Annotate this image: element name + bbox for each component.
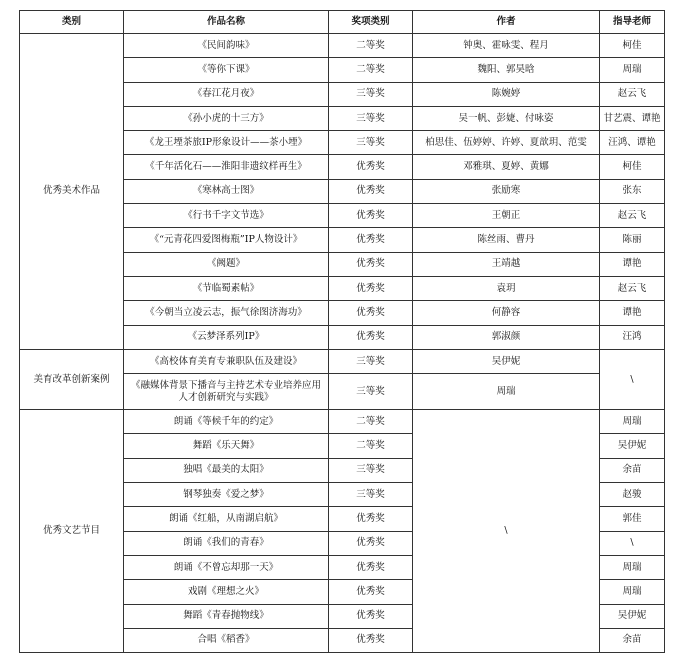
- award-cell: 优秀奖: [329, 555, 413, 579]
- author-cell: 袁玥: [413, 276, 600, 300]
- award-cell: 三等奖: [329, 374, 413, 410]
- award-cell: 优秀奖: [329, 155, 413, 179]
- work-cell: 《云梦泽系列IP》: [124, 325, 329, 349]
- work-cell: 《民间韵味》: [124, 34, 329, 58]
- category-cell: 美育改革创新案例: [20, 349, 124, 409]
- work-cell: 合唱《稻香》: [124, 628, 329, 652]
- work-cell: 《高校体育美育专兼职队伍及建设》: [124, 349, 329, 373]
- work-cell: 《春江花月夜》: [124, 82, 329, 106]
- teacher-cell-merged: \: [600, 349, 665, 409]
- award-cell: 优秀奖: [329, 179, 413, 203]
- work-cell: 《行书千字文节选》: [124, 204, 329, 228]
- header-award-type: 奖项类别: [329, 11, 413, 34]
- award-cell: 三等奖: [329, 458, 413, 482]
- work-cell: 朗诵《不曾忘却那一天》: [124, 555, 329, 579]
- award-cell: 三等奖: [329, 349, 413, 373]
- table-row: [20, 34, 665, 58]
- award-cell: 二等奖: [329, 410, 413, 434]
- award-cell: 优秀奖: [329, 531, 413, 555]
- work-cell: 《阙题》: [124, 252, 329, 276]
- author-cell: 邓雅琪、夏婷、黄娜: [413, 155, 600, 179]
- teacher-cell: 赵云飞: [600, 276, 665, 300]
- award-cell: 优秀奖: [329, 580, 413, 604]
- award-cell: 优秀奖: [329, 604, 413, 628]
- table-row: [20, 349, 665, 373]
- teacher-cell: 谭艳: [600, 252, 665, 276]
- teacher-cell: 吴伊妮: [600, 434, 665, 458]
- work-cell: 《龙王堙茶旅IP形象设计——茶小堙》: [124, 131, 329, 155]
- work-cell: 钢琴独奏《爱之梦》: [124, 483, 329, 507]
- award-cell: 三等奖: [329, 483, 413, 507]
- award-cell: 优秀奖: [329, 252, 413, 276]
- work-cell: 《寒林高士图》: [124, 179, 329, 203]
- author-cell: 郭淑颜: [413, 325, 600, 349]
- work-cell: 舞蹈《乐天舞》: [124, 434, 329, 458]
- teacher-cell: 陈丽: [600, 228, 665, 252]
- work-cell: 舞蹈《青春抛物线》: [124, 604, 329, 628]
- author-cell: 魏阳、郭昊晗: [413, 58, 600, 82]
- author-cell: 周瑞: [413, 374, 600, 410]
- category-cell: 优秀文艺节目: [20, 410, 124, 653]
- work-cell: 《千年活化石——淮阳非遗纹样再生》: [124, 155, 329, 179]
- work-cell: 独唱《最美的太阳》: [124, 458, 329, 482]
- header-teacher: 指导老师: [600, 11, 665, 34]
- work-cell: 《孙小虎的十三方》: [124, 106, 329, 130]
- teacher-cell: 赵云飞: [600, 204, 665, 228]
- header-row: [20, 11, 665, 34]
- teacher-cell: \: [600, 531, 665, 555]
- teacher-cell: 郭佳: [600, 507, 665, 531]
- teacher-cell: 柯佳: [600, 155, 665, 179]
- author-cell: 何静容: [413, 301, 600, 325]
- award-cell: 优秀奖: [329, 325, 413, 349]
- author-cell: 王朝正: [413, 204, 600, 228]
- work-cell: 朗诵《我们的青春》: [124, 531, 329, 555]
- teacher-cell: 赵云飞: [600, 82, 665, 106]
- author-cell: 陈丝雨、曹丹: [413, 228, 600, 252]
- author-cell: 吴伊妮: [413, 349, 600, 373]
- teacher-cell: 周瑞: [600, 410, 665, 434]
- work-cell: 戏剧《理想之火》: [124, 580, 329, 604]
- teacher-cell: 余苗: [600, 458, 665, 482]
- teacher-cell: 张东: [600, 179, 665, 203]
- award-cell: 二等奖: [329, 434, 413, 458]
- author-cell: 张励寒: [413, 179, 600, 203]
- author-cell: 吴一帆、彭婕、付咏姿: [413, 106, 600, 130]
- teacher-cell: 甘艺震、谭艳: [600, 106, 665, 130]
- header-category: 类别: [20, 11, 124, 34]
- header-author: 作者: [413, 11, 600, 34]
- award-cell: 三等奖: [329, 82, 413, 106]
- teacher-cell: 汪鸿: [600, 325, 665, 349]
- teacher-cell: 余苗: [600, 628, 665, 652]
- author-cell-merged: \: [413, 410, 600, 653]
- work-cell: 朗诵《红船，从南湖启航》: [124, 507, 329, 531]
- award-cell: 三等奖: [329, 131, 413, 155]
- teacher-cell: 周瑞: [600, 58, 665, 82]
- teacher-cell: 周瑞: [600, 580, 665, 604]
- award-cell: 二等奖: [329, 58, 413, 82]
- work-cell: 《“元青花四爱图梅瓶”IP人物设计》: [124, 228, 329, 252]
- teacher-cell: 柯佳: [600, 34, 665, 58]
- award-cell: 二等奖: [329, 34, 413, 58]
- teacher-cell: 赵骏: [600, 483, 665, 507]
- teacher-cell: 谭艳: [600, 301, 665, 325]
- work-cell: 朗诵《等候千年的约定》: [124, 410, 329, 434]
- work-cell: 《节临蜀素帖》: [124, 276, 329, 300]
- teacher-cell: 汪鸿、谭艳: [600, 131, 665, 155]
- award-cell: 优秀奖: [329, 301, 413, 325]
- work-cell: 《等你下课》: [124, 58, 329, 82]
- author-cell: 王靖越: [413, 252, 600, 276]
- work-cell: 《融媒体背景下播音与主持艺术专业培养应用人才创新研究与实践》: [124, 374, 329, 410]
- author-cell: 钟奥、霍咏雯、程月: [413, 34, 600, 58]
- award-cell: 优秀奖: [329, 228, 413, 252]
- award-cell: 优秀奖: [329, 507, 413, 531]
- awards-table: [19, 10, 665, 653]
- award-cell: 优秀奖: [329, 204, 413, 228]
- award-cell: 优秀奖: [329, 276, 413, 300]
- author-cell: 柏思佳、伍婷婷、许婷、夏歆玥、范雯: [413, 131, 600, 155]
- header-work-title: 作品名称: [124, 11, 329, 34]
- teacher-cell: 吴伊妮: [600, 604, 665, 628]
- category-cell: 优秀美术作品: [20, 34, 124, 350]
- teacher-cell: 周瑞: [600, 555, 665, 579]
- work-cell: 《今朝当立凌云志，振气徐图济海功》: [124, 301, 329, 325]
- award-cell: 三等奖: [329, 106, 413, 130]
- author-cell: 陈婉婷: [413, 82, 600, 106]
- award-cell: 优秀奖: [329, 628, 413, 652]
- table-row: [20, 410, 665, 434]
